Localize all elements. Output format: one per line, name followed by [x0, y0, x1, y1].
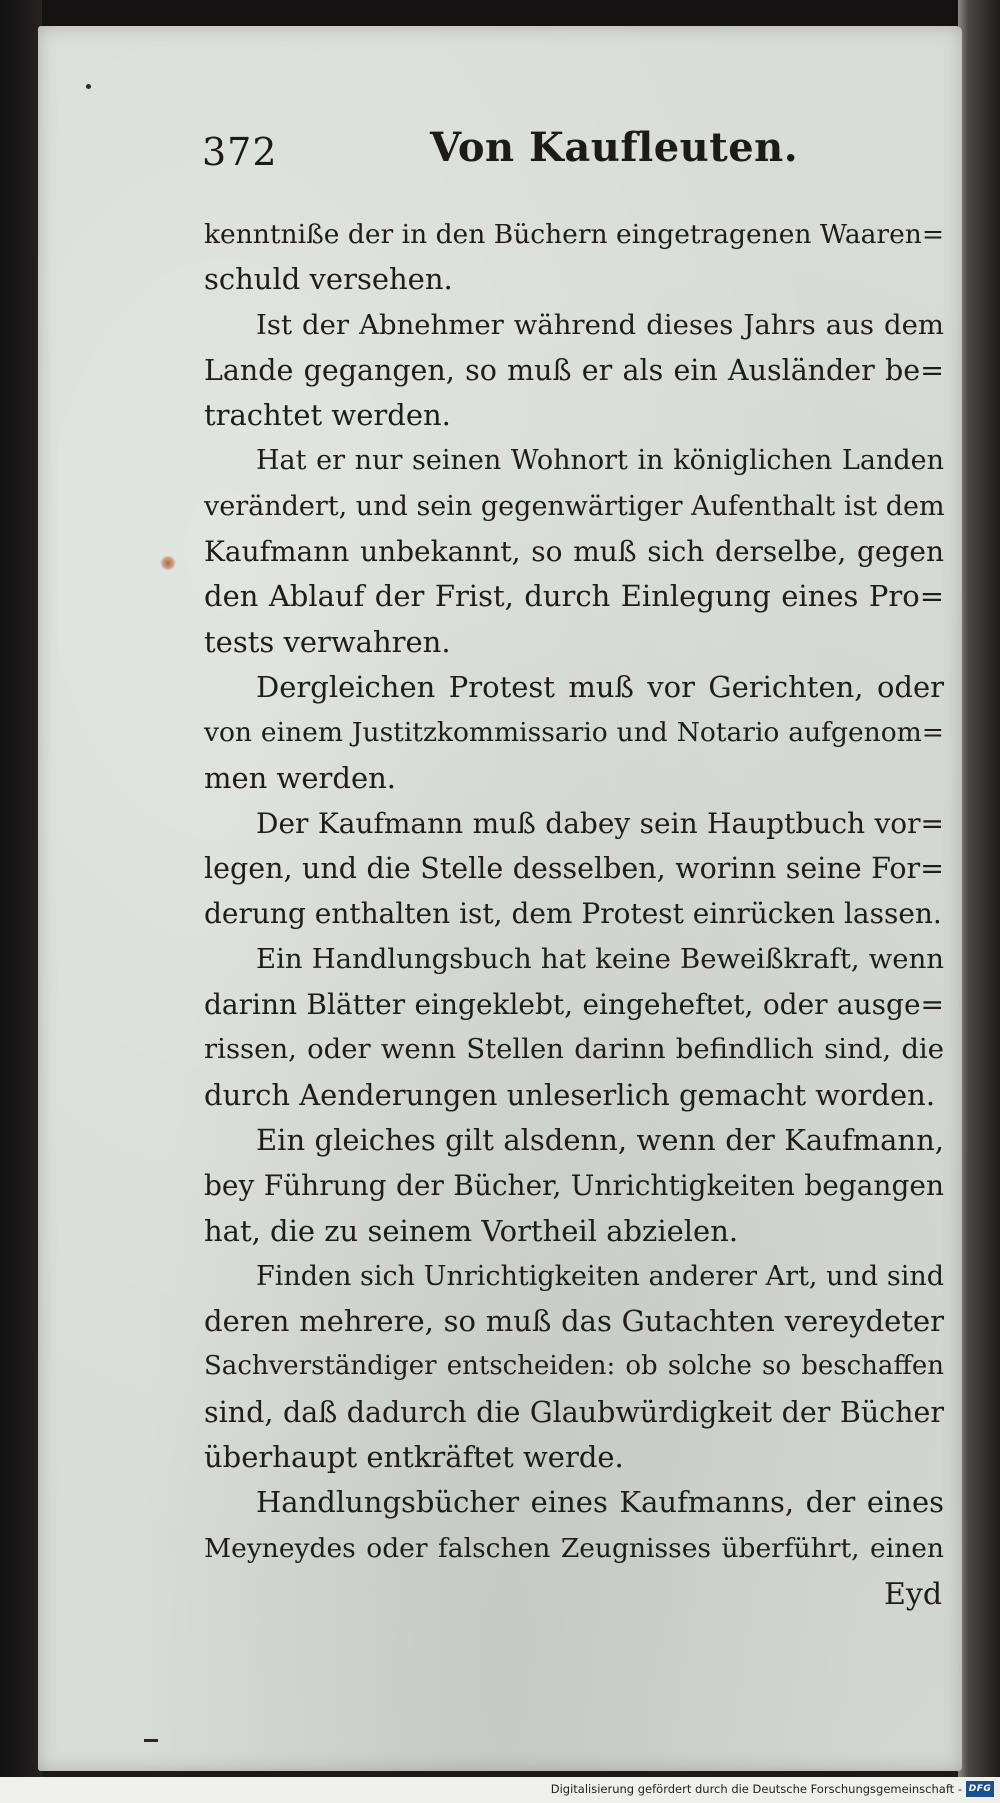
- text-line: bey Führung der Bücher, Unrichtigkeiten begangen: [204, 1169, 944, 1203]
- text-line: den Ablauf der Frist, durch Einlegung eines Pro=: [204, 579, 944, 614]
- text-line: schuld versehen.: [204, 262, 453, 297]
- page-number: 372: [202, 130, 278, 174]
- text-line: verändert, und sein gegenwärtiger Aufenthalt ist dem: [204, 490, 945, 522]
- scan-right-edge: [958, 0, 1000, 1803]
- text-line: tests verwahren.: [204, 624, 451, 659]
- text-line: Ist der Abnehmer während dieses Jahrs aus dem: [256, 308, 944, 341]
- text-line: Lande gegangen, so muß er als ein Ausländer be=: [204, 353, 944, 387]
- text-line: legen, und die Stelle desselben, worinn seine For=: [204, 852, 944, 886]
- text-line: men werden.: [204, 760, 397, 795]
- ink-mark: [144, 1739, 158, 1742]
- paper-stain: [160, 556, 176, 570]
- text-line: Kaufmann unbekannt, so muß sich derselbe, gegen: [204, 535, 944, 569]
- funding-credit: Digitalisierung gefördert durch die Deutsche Forschungsgemeinschaft -: [550, 1782, 962, 1796]
- text-line: Sachverständiger entscheiden: ob solche so beschaffen: [204, 1351, 944, 1382]
- text-line: sind, daß dadurch die Glaubwürdigkeit der Bücher: [204, 1395, 944, 1429]
- dfg-logo-icon[interactable]: DFG: [966, 1781, 994, 1797]
- catchword: Eyd: [884, 1577, 943, 1612]
- text-line: hat, die zu seinem Vortheil abzielen.: [204, 1213, 739, 1248]
- text-line: Ein Handlungsbuch hat keine Beweißkraft, wenn: [256, 942, 944, 975]
- text-line: derung enthalten ist, dem Protest einrücken lassen.: [204, 897, 942, 931]
- text-line: überhaupt entkräftet werde.: [204, 1440, 624, 1475]
- text-line: trachtet werden.: [204, 398, 451, 433]
- ink-dot: [86, 84, 91, 89]
- text-line: darinn Blätter eingeklebt, eingeheftet, oder ausge=: [204, 988, 944, 1022]
- text-line: Dergleichen Protest muß vor Gerichten, oder: [256, 669, 944, 704]
- text-line: Ein gleiches gilt alsdenn, wenn der Kaufmann,: [256, 1122, 944, 1157]
- text-line: deren mehrere, so muß das Gutachten vereydeter: [204, 1304, 944, 1339]
- text-line: Handlungsbücher eines Kaufmanns, der eines: [256, 1485, 944, 1520]
- text-line: Finden sich Unrichtigkeiten anderer Art, und sind: [256, 1260, 944, 1292]
- digitization-footer: [0, 1777, 1000, 1803]
- scan-left-edge: [0, 0, 42, 1803]
- body-text: [204, 212, 944, 1571]
- text-line: Meyneydes oder falschen Zeugnisses überführt, einen: [204, 1532, 944, 1564]
- text-line: von einem Justitzkommissario und Notario aufgenom=: [204, 717, 944, 749]
- running-head: Von Kaufleuten.: [430, 124, 799, 171]
- text-line: kenntniße der in den Büchern eingetragenen Waaren=: [204, 219, 945, 250]
- text-line: Hat er nur seinen Wohnort in königlichen Landen: [256, 445, 944, 477]
- text-line: durch Aenderungen unleserlich gemacht worden.: [204, 1077, 936, 1112]
- text-line: Der Kaufmann muß dabey sein Hauptbuch vor=: [256, 806, 944, 840]
- text-line: rissen, oder wenn Stellen darinn befindlich sind, die: [204, 1033, 944, 1066]
